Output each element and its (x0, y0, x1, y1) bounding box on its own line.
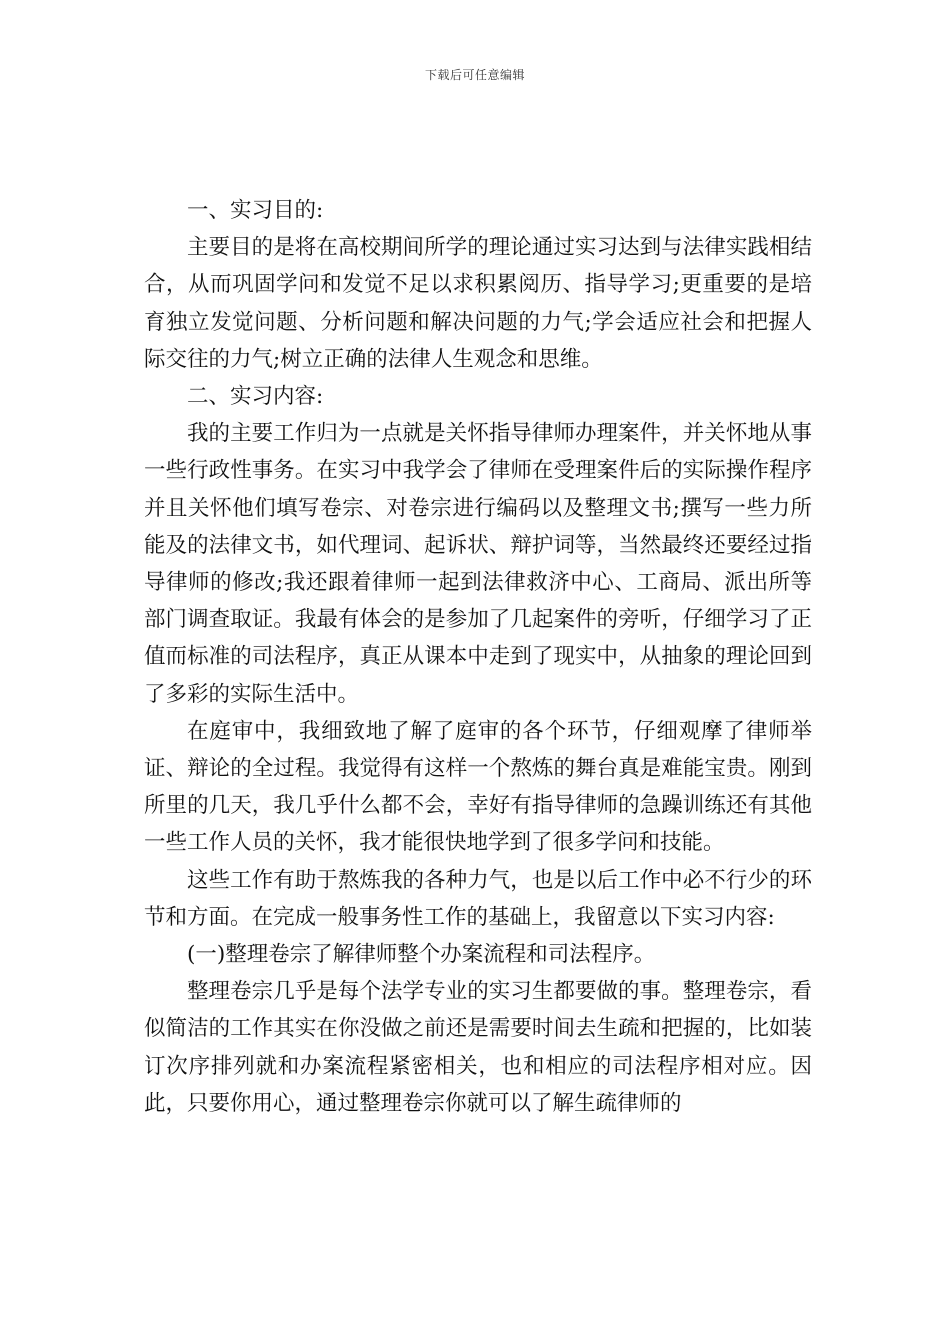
paragraph-skills: 这些工作有助于熬炼我的各种力气，也是以后工作中必不行少的环节和方面。在完成一般事务性工作的基础上，我留意以下实习内容: (144, 867, 812, 930)
paragraph-files: 整理卷宗几乎是每个法学专业的实习生都要做的事。整理卷宗，看似简洁的工作其实在你没做之前还是需要时间去生疏和把握的，比如装订次序排列就和办案流程紧密相关，也和相应的司法程序相对应。因此，只要你用心，通过整理卷宗你就可以了解生疏律师的 (144, 979, 812, 1116)
section-heading-content: 二、实习内容: (187, 384, 324, 410)
paragraph-main-work: 我的主要工作归为一点就是关怀指导律师办理案件，并关怀地从事一些行政性事务。在实习中我学会了律师在受理案件后的实际操作程序并且关怀他们填写卷宗、对卷宗进行编码以及整理文书;撰写一些力所能及的法律文书，如代理词、起诉状、辩护词等，当然最终还要经过指导律师的修改;我还跟着律师一起到法律救济中心、工商局、派出所等部门调查取证。我最有体会的是参加了几起案件的旁听，仔细学习了正值而标准的司法程序，真正从课本中走到了现实中，从抽象的理论回到了多彩的实际生活中。 (144, 421, 812, 707)
subheading-files: (一)整理卷宗了解律师整个办案流程和司法程序。 (187, 942, 656, 968)
header-note: 下载后可任意编辑 (424, 68, 525, 82)
paragraph-purpose: 主要目的是将在高校期间所学的理论通过实习达到与法律实践相结合，从而巩固学问和发觉不足以求积累阅历、指导学习;更重要的是培育独立发觉问题、分析问题和解决问题的力气;学会适应社会和把握人际交往的力气;树立正确的法律人生观念和思维。 (144, 235, 812, 372)
paragraph-court: 在庭审中，我细致地了解了庭审的各个环节，仔细观摩了律师举证、辩论的全过程。我觉得有这样一个熬炼的舞台真是难能宝贵。刚到所里的几天，我几乎什么都不会，幸好有指导律师的急躁训练还有其他一些工作人员的关怀，我才能很快地学到了很多学问和技能。 (144, 718, 812, 856)
document-body (144, 192, 812, 1122)
section-heading-purpose: 一、实习目的: (187, 198, 324, 223)
